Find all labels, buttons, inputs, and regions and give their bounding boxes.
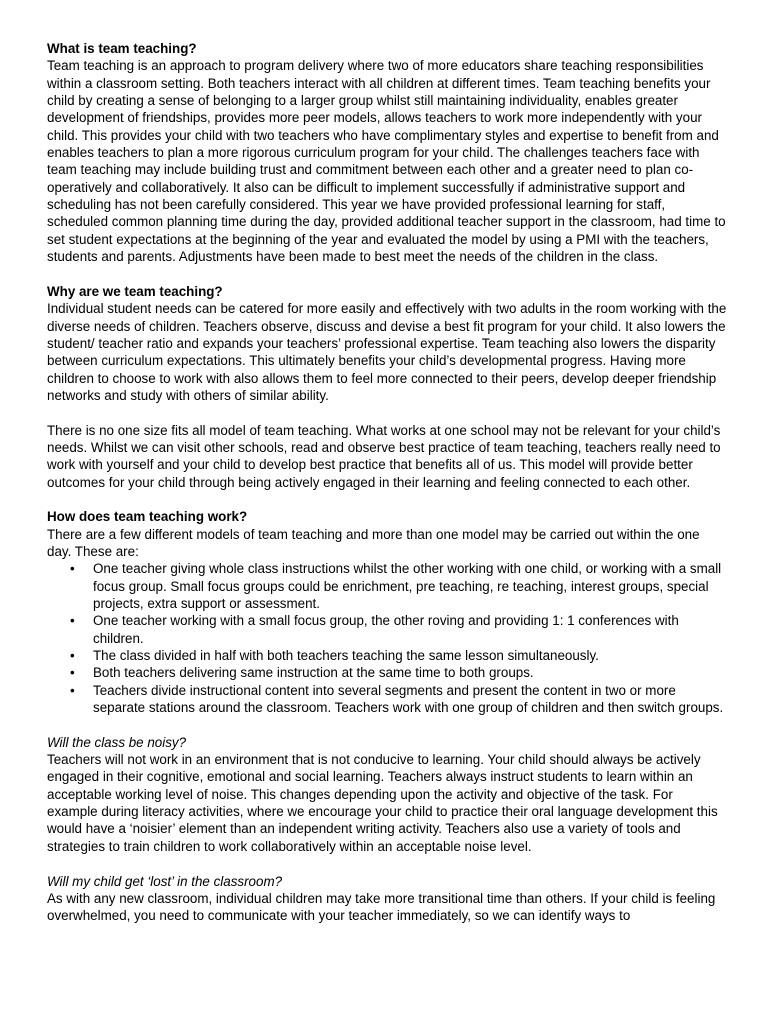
bullet-icon: • xyxy=(70,665,75,681)
bullet-icon: • xyxy=(70,648,75,664)
paragraph-transition: As with any new classroom, individual children may take more transitional time than others. If your child is feeling overwhelmed, you need to communicate with your teacher immediately, so we can identify ways to xyxy=(47,890,716,924)
list-item-text: The class divided in half with both teachers teaching the same lesson simultaneously. xyxy=(93,648,599,664)
spacer xyxy=(47,855,727,872)
models-list xyxy=(47,560,727,716)
heading-what-is-team-teaching: What is team teaching? xyxy=(47,41,197,56)
paragraph-noise: Teachers will not work in an environment that is not conducive to learning. Your child should always be actively engaged in their cognitive, emotional and social learning. Teachers always instruct students to learn within an acceptable working level of noise. This changes depending upon the activity and objective of the task. For example during literacy activities, where we encourage your child to practice their oral language development this would have a ‘noisier’ element than an independent writing activity. Teachers also use a variety of tools and strategies to train children to work collaboratively within an acceptable noise level. xyxy=(47,752,718,854)
list-item-text: Teachers divide instructional content into several segments and present the content in two or more separate stations around the classroom. Teachers work with one group of children and then switch groups. xyxy=(93,682,724,716)
subheading-class-noisy: Will the class be noisy? xyxy=(47,734,187,750)
bullet-icon: • xyxy=(70,682,75,698)
list-item xyxy=(47,664,727,681)
subheading-child-lost: Will my child get ‘lost’ in the classroom? xyxy=(47,873,283,889)
spacer xyxy=(47,404,727,421)
list-item xyxy=(47,612,727,647)
list-item-text: One teacher giving whole class instructions whilst the other working with one child, or working with a small focus group. Small focus groups could be enrichment, pre teaching, re teaching, interest groups, special projects, extra support or assessment. xyxy=(93,561,722,611)
spacer xyxy=(47,491,727,508)
list-item xyxy=(47,647,727,664)
heading-why-team-teaching: Why are we team teaching? xyxy=(47,283,223,299)
document-page xyxy=(47,40,727,925)
list-item xyxy=(47,560,727,612)
spacer xyxy=(47,265,727,282)
list-item xyxy=(47,682,727,717)
paragraph-definition: Team teaching is an approach to program delivery where two of more educators share teaching responsibilities within a classroom setting. Both teachers interact with all children at different times. Team teaching benefits your child by creating a sense of belonging to a larger group whilst still maintaining individuality, enables greater development of friendships, provides more peer models, allows teachers to work more independently with your child. This provides your child with two teachers who have complimentary styles and expertise to benefit from and enables teachers to plan a more rigorous curriculum program for your child. The challenges teachers face with team teaching may include building trust and commitment between each other and a greater need to plan co-operatively and collaboratively. It also can be difficult to implement successfully if administrative support and scheduling has not been carefully considered. This year we have provided professional learning for staff, scheduled common planning time during the day, provided additional teacher support in the classroom, had time to set student expectations at the beginning of the year and evaluated the model by using a PMI with the teachers, students and parents. Adjustments have been made to best meet the needs of the children in the class. xyxy=(47,58,726,265)
paragraph-models-intro: There are a few different models of team teaching and more than one model may be carried out within the one day. These are: xyxy=(47,526,700,559)
spacer xyxy=(47,716,727,733)
bullet-icon: • xyxy=(70,561,75,577)
paragraph-one-size-fits-all: There is no one size fits all model of team teaching. What works at one school may not be relevant for your child’s needs. Whilst we can visit other schools, read and observe best practice of team teaching, teachers really need to work with yourself and your child to develop best practice that benefits all of us. This model will provide better outcomes for your child through being actively engaged in their learning and feeling connected to each other. xyxy=(47,422,721,490)
list-item-text: Both teachers delivering same instruction at the same time to both groups. xyxy=(93,665,534,681)
bullet-icon: • xyxy=(70,613,75,629)
paragraph-student-needs: Individual student needs can be catered for more easily and effectively with two adults in the room working with the diverse needs of children. Teachers observe, discuss and devise a best fit program for your child. It also lowers the student/ teacher ratio and expands your teachers’ professional expertise. Team teaching also lowers the disparity between curriculum expectations. This ultimately benefits your child’s developmental progress. Having more children to choose to work with also allows them to feel more connected to their peers, develop deeper friendship networks and study with others of similar ability. xyxy=(47,301,727,403)
list-item-text: One teacher working with a small focus group, the other roving and providing 1: 1 conferences with children. xyxy=(93,613,679,646)
heading-how-team-teaching-works: How does team teaching work? xyxy=(47,509,248,525)
